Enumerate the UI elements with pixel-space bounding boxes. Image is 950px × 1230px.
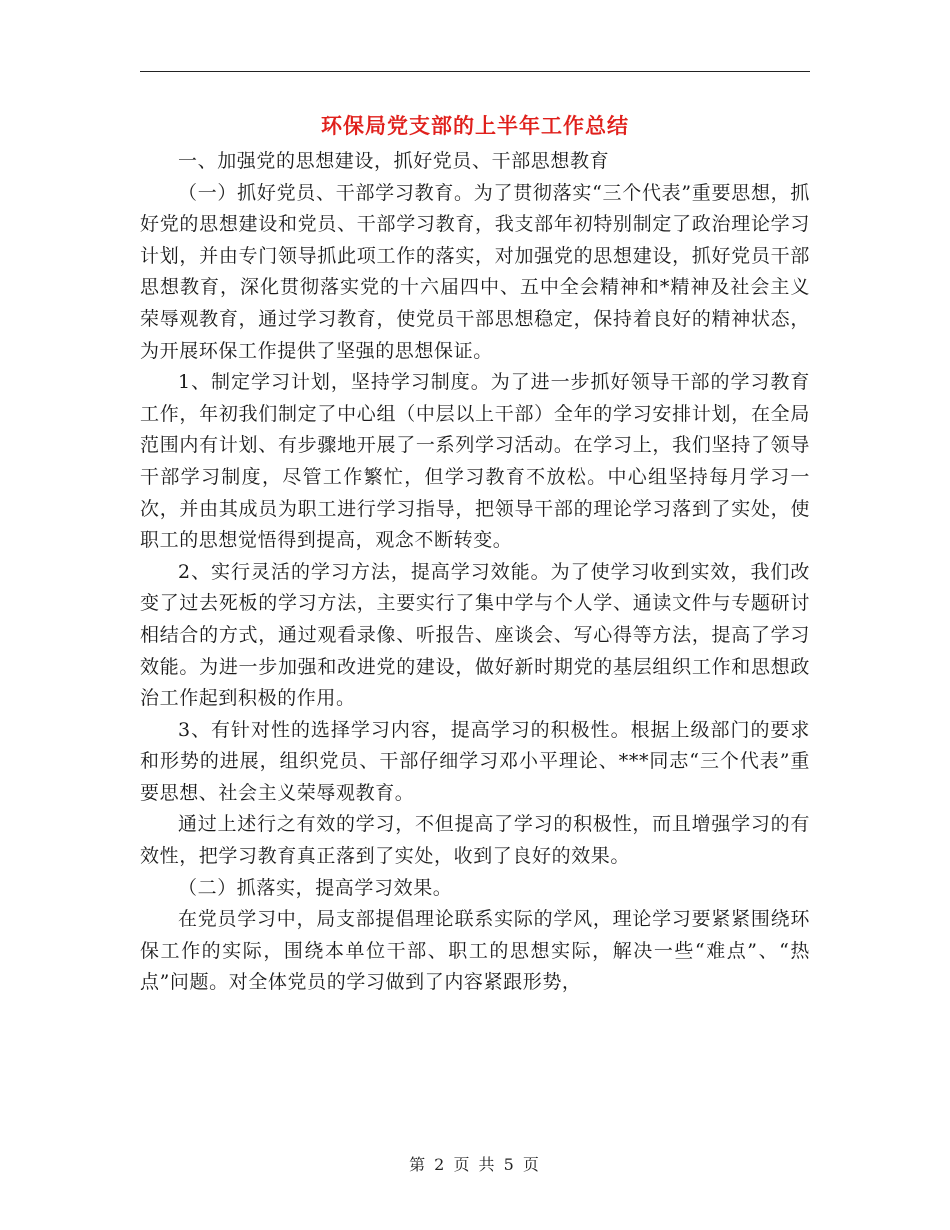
paragraph-3: 2、实行灵活的学习方法，提高学习效能。为了使学习收到实效，我们改变了过去死板的学习方法，主要实行了集中学与个人学、通读文件与专题研讨相结合的方式，通过观看录像、听报告、座谈会、写心得等方法，提高了学习效能。为进一步加强和改进党的建设，做好新时期党的基层组织工作和思想政治工作起到积极的作用。 xyxy=(140,560,810,710)
header-rule xyxy=(140,71,810,72)
paragraph-1: （一）抓好党员、干部学习教育。为了贯彻落实“三个代表”重要思想，抓好党的思想建设和党员、干部学习教育，我支部年初特别制定了政治理论学习计划，并由专门领导抓此项工作的落实，对加强党的思想建设，抓好党员干部思想教育，深化贯彻落实党的十六届四中、五中全会精神和*精神及社会主义荣辱观教育，通过学习教育，使党员干部思想稳定，保持着良好的精神状态，为开展环保工作提供了坚强的思想保证。 xyxy=(140,181,810,362)
document-title: 环保局党支部的上半年工作总结 xyxy=(321,113,629,138)
paragraph-5: 通过上述行之有效的学习，不但提高了学习的积极性，而且增强学习的有效性，把学习教育真正落到了实处，收到了良好的效果。 xyxy=(140,813,810,868)
document-body xyxy=(140,146,810,999)
paragraph-4: 3、有针对性的选择学习内容，提高学习的积极性。根据上级部门的要求和形势的进展，组织党员、干部仔细学习邓小平理论、***同志“三个代表”重要思想、社会主义荣辱观教育。 xyxy=(140,718,810,804)
paragraph-2: 1、制定学习计划，坚持学习制度。为了进一步抓好领导干部的学习教育工作，年初我们制定了中心组（中层以上干部）全年的学习安排计划，在全局范围内有计划、有步骤地开展了一系列学习活动。在学习上，我们坚持了领导干部学习制度，尽管工作繁忙，但学习教育不放松。中心组坚持每月学习一次，并由其成员为职工进行学习指导，把领导干部的理论学习落到了实处，使职工的思想觉悟得到提高，观念不断转变。 xyxy=(140,371,810,552)
section-heading-1: 一、加强党的思想建设，抓好党员、干部思想教育 xyxy=(178,150,610,172)
paragraph-7: 在党员学习中，局支部提倡理论联系实际的学风，理论学习要紧紧围绕环保工作的实际，围绕本单位干部、职工的思想实际，解决一些“难点”、“热点”问题。对全体党员的学习做到了内容紧跟形势， xyxy=(140,908,810,994)
page-footer: 第 2 页 共 5 页 xyxy=(409,1155,541,1174)
paragraph-6: （二）抓落实，提高学习效果。 xyxy=(178,876,453,899)
